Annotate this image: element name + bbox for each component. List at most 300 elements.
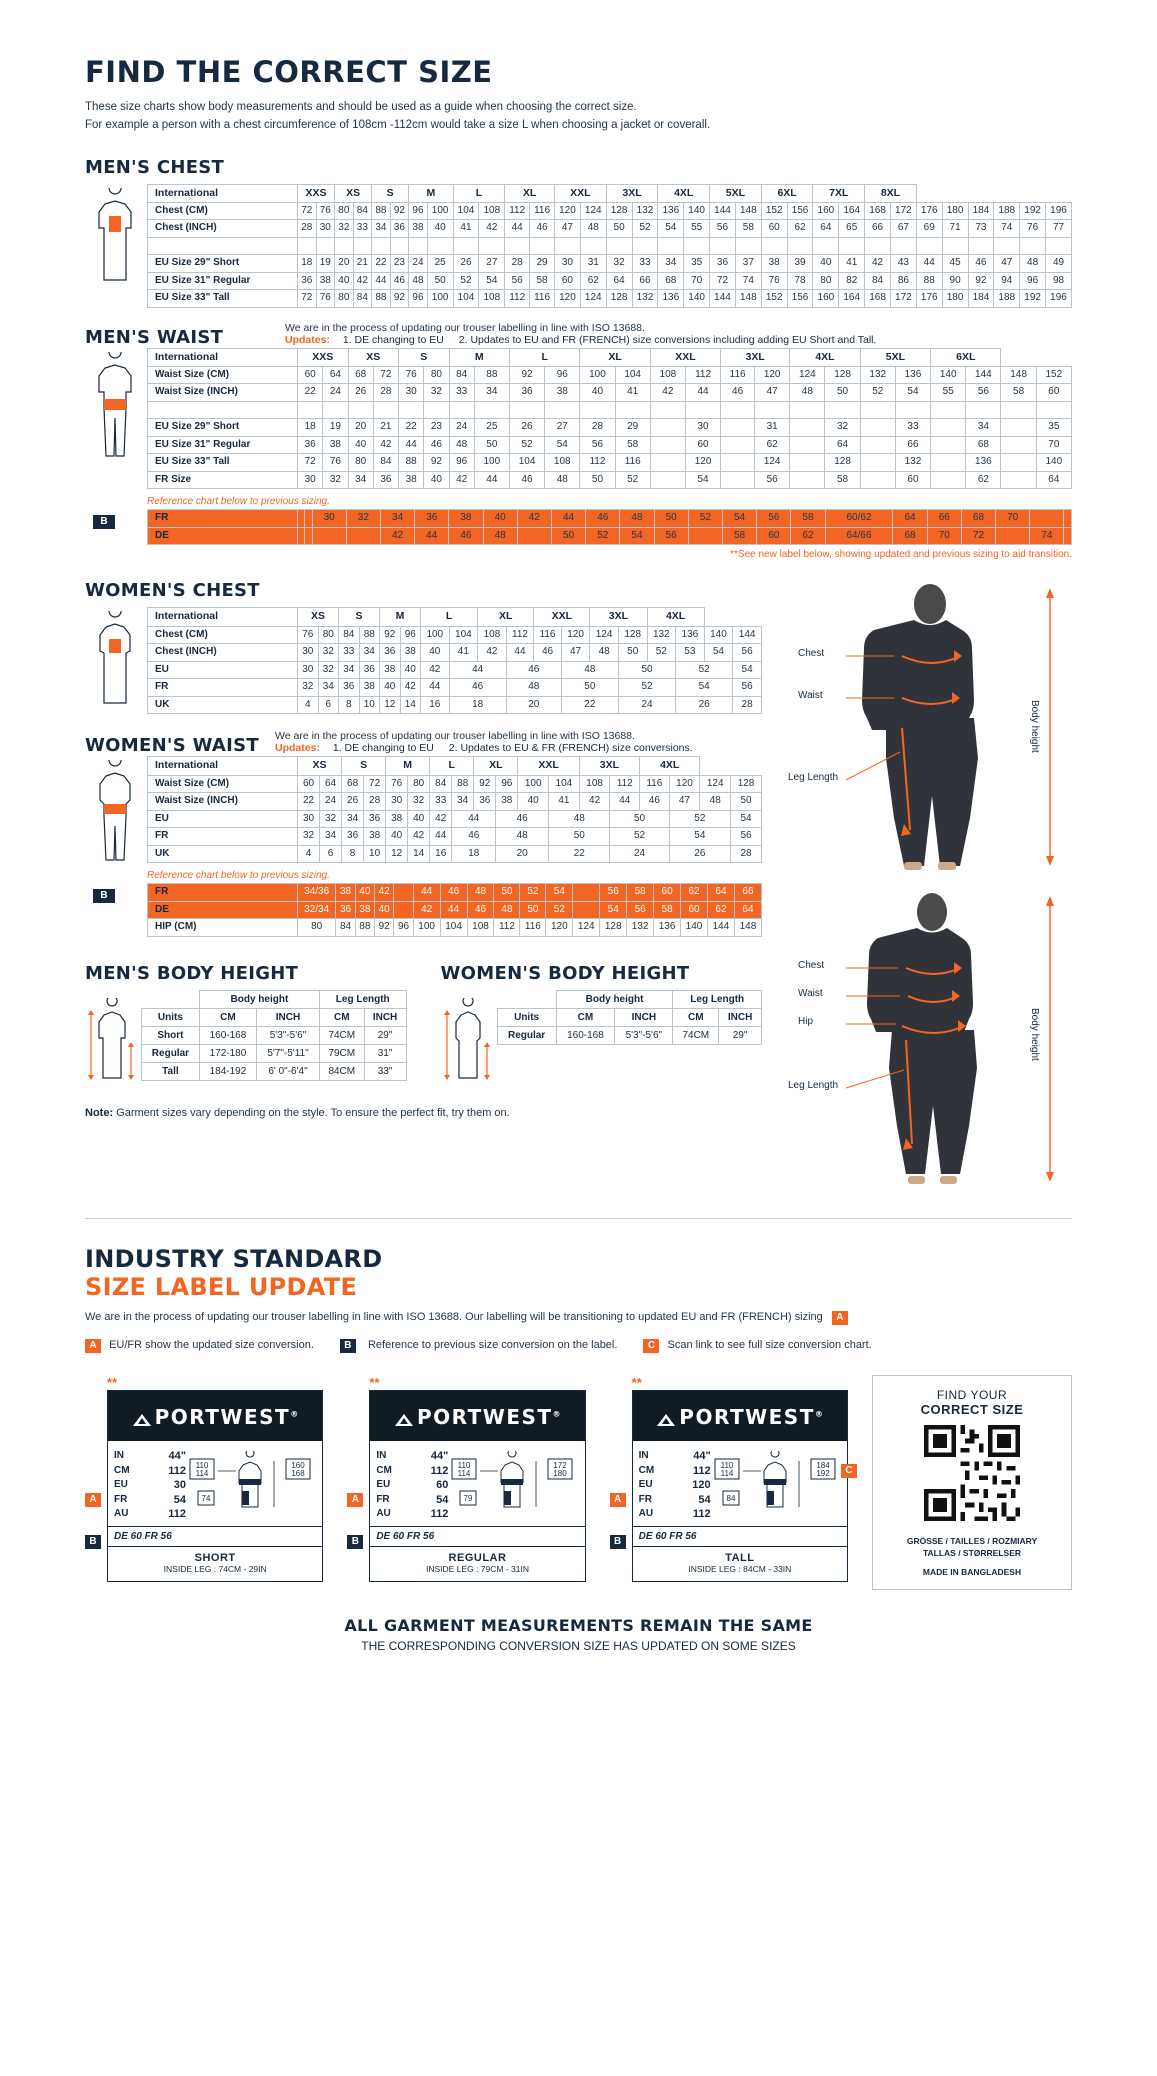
male-waist-icon bbox=[85, 352, 145, 464]
corner-cell bbox=[142, 990, 200, 1008]
table-spacer bbox=[148, 237, 1072, 255]
table-cell: 100 bbox=[413, 919, 440, 937]
table-cell: 56 bbox=[733, 679, 762, 697]
qr-footer-1: GRÖSSE / TAILLES / ROZMIARY bbox=[906, 1536, 1038, 1547]
table-row bbox=[142, 1026, 407, 1044]
table-row bbox=[148, 366, 1072, 384]
table-row bbox=[148, 901, 762, 919]
table-cell bbox=[860, 454, 895, 472]
table-cell: 46 bbox=[509, 471, 544, 489]
table-cell: 34 bbox=[452, 793, 474, 811]
size-header-cell: 3XL bbox=[721, 348, 790, 366]
table-cell: 79CM bbox=[319, 1044, 364, 1062]
table-cell: 45 bbox=[942, 255, 968, 273]
table-cell: 148 bbox=[735, 290, 761, 308]
table-cell: 41 bbox=[615, 384, 650, 402]
size-code-list bbox=[639, 1449, 711, 1522]
portwest-mountain-icon bbox=[131, 1413, 153, 1427]
footnote-text: Garment sizes vary depending on the style. To ensure the perfect fit, try them on. bbox=[113, 1106, 510, 1119]
table-row bbox=[148, 696, 762, 714]
table-cell: 36 bbox=[415, 510, 449, 528]
table-cell: 108 bbox=[650, 366, 685, 384]
size-code-value: 60 bbox=[436, 1479, 449, 1492]
table-cell: 62 bbox=[966, 471, 1001, 489]
table-cell: 48 bbox=[545, 471, 580, 489]
table-cell: 58 bbox=[825, 471, 860, 489]
label-card bbox=[610, 1375, 848, 1582]
table-cell: 94 bbox=[994, 272, 1020, 290]
table-cell: 92 bbox=[424, 454, 449, 472]
table-cell: 26 bbox=[509, 419, 544, 437]
table-cell bbox=[305, 527, 312, 545]
table-cell: 6 bbox=[318, 696, 339, 714]
table-cell: 34 bbox=[339, 661, 360, 679]
size-code-key: AU bbox=[114, 1508, 129, 1520]
unit-cell: CM bbox=[319, 1008, 364, 1026]
table-row bbox=[148, 202, 1072, 220]
table-cell: 68 bbox=[966, 436, 1001, 454]
table-cell: 58 bbox=[627, 884, 654, 902]
table-cell: 180 bbox=[942, 290, 968, 308]
table-cell: 44 bbox=[413, 884, 440, 902]
table-cell: 80 bbox=[348, 454, 373, 472]
table-header-row bbox=[148, 757, 762, 775]
row-label: FR bbox=[148, 828, 298, 846]
size-code-key: IN bbox=[638, 1450, 649, 1462]
industry-legend bbox=[85, 1339, 1072, 1353]
female-hip-label: Hip bbox=[798, 1016, 814, 1028]
table-cell: 132 bbox=[632, 290, 658, 308]
table-cell bbox=[1064, 510, 1072, 528]
size-code-list bbox=[114, 1449, 186, 1522]
table-cell: 23 bbox=[424, 419, 449, 437]
table-cell: 50 bbox=[580, 471, 615, 489]
spacer-cell bbox=[580, 237, 606, 255]
qr-code-icon[interactable] bbox=[924, 1425, 1020, 1521]
size-header-cell: M bbox=[386, 757, 430, 775]
table-cell: 52 bbox=[453, 272, 479, 290]
table-cell: 56 bbox=[966, 384, 1001, 402]
table-cell: 88 bbox=[474, 366, 509, 384]
womens-waist-previous-block bbox=[85, 883, 762, 937]
table-cell: 22 bbox=[561, 696, 618, 714]
table-cell: 62 bbox=[707, 901, 734, 919]
row-label: UK bbox=[148, 845, 298, 863]
table-cell: 38 bbox=[399, 471, 424, 489]
table-cell: 46 bbox=[530, 220, 555, 238]
table-cell: 48 bbox=[494, 901, 520, 919]
table-cell: 62 bbox=[787, 220, 813, 238]
spacer-cell bbox=[761, 237, 787, 255]
table-cell: 100 bbox=[421, 626, 450, 644]
table-cell: 22 bbox=[298, 793, 320, 811]
label-fit-footer bbox=[633, 1546, 847, 1581]
badge-a: A bbox=[85, 1339, 101, 1353]
registered-mark: ® bbox=[814, 1409, 825, 1419]
table-cell: 92 bbox=[474, 775, 496, 793]
row-label: Tall bbox=[142, 1062, 200, 1080]
spacer-cell bbox=[721, 401, 755, 419]
table-cell: 30 bbox=[312, 510, 346, 528]
industry-lead-text: We are in the process of updating our trouser labelling in line with ISO 13688. Our labelling will be transitioning to updated EU and FR (FRENCH) sizing bbox=[85, 1311, 823, 1324]
table-cell: 124 bbox=[580, 290, 606, 308]
spacer-cell bbox=[409, 237, 428, 255]
table-cell: 44 bbox=[685, 384, 720, 402]
label-body-diagram bbox=[450, 1451, 576, 1513]
table-cell: 132 bbox=[860, 366, 895, 384]
size-code-row bbox=[114, 1449, 186, 1464]
row-label: Regular bbox=[497, 1026, 556, 1044]
table-cell: 32 bbox=[335, 220, 354, 238]
table-cell: 6 bbox=[320, 845, 342, 863]
table-cell: 33 bbox=[449, 384, 474, 402]
table-header-row bbox=[142, 990, 407, 1008]
size-header-cell: 4XL bbox=[647, 608, 704, 626]
table-cell: 60/62 bbox=[825, 510, 893, 528]
table-cell: 52 bbox=[618, 679, 675, 697]
table-cell: 64 bbox=[813, 220, 839, 238]
table-cell: 54 bbox=[676, 679, 733, 697]
label-body-diagram bbox=[713, 1451, 839, 1513]
badge-a: A bbox=[610, 1493, 626, 1507]
table-cell: 65 bbox=[839, 220, 865, 238]
table-cell: 44 bbox=[421, 679, 450, 697]
male-chest-label: Chest bbox=[798, 648, 825, 660]
table-cell: 5'3"-5'6" bbox=[615, 1026, 673, 1044]
table-cell: 172 bbox=[890, 202, 916, 220]
female-leg-label: Leg Length bbox=[788, 1080, 839, 1092]
table-cell: 42 bbox=[517, 510, 551, 528]
model-figures bbox=[782, 580, 1072, 1188]
badge-c: C bbox=[643, 1339, 659, 1353]
label-figure bbox=[448, 1449, 578, 1522]
table-cell: 36 bbox=[380, 644, 401, 662]
table-cell: 88 bbox=[372, 290, 391, 308]
table-corner-label: International bbox=[148, 184, 298, 202]
table-cell: 124 bbox=[755, 454, 790, 472]
table-cell: 44 bbox=[449, 661, 506, 679]
table-cell: 128 bbox=[825, 366, 860, 384]
table-cell: 46 bbox=[440, 884, 467, 902]
table-cell: 56 bbox=[757, 510, 791, 528]
table-cell: 152 bbox=[761, 202, 787, 220]
row-label: FR bbox=[148, 679, 298, 697]
table-cell: 132 bbox=[647, 626, 676, 644]
table-cell: 44 bbox=[430, 828, 452, 846]
legend-item-c bbox=[643, 1339, 871, 1353]
size-header-cell: XS bbox=[298, 757, 342, 775]
unit-cell: INCH bbox=[364, 1008, 406, 1026]
table-cell: 38 bbox=[364, 828, 386, 846]
spacer-cell bbox=[530, 237, 555, 255]
table-cell bbox=[996, 527, 1030, 545]
table-cell bbox=[721, 471, 755, 489]
table-cell: 66 bbox=[895, 436, 930, 454]
table-cell: 120 bbox=[685, 454, 720, 472]
size-code-value: 112 bbox=[168, 1464, 186, 1477]
size-code-value: 112 bbox=[430, 1464, 449, 1477]
table-cell: 60 bbox=[681, 901, 708, 919]
female-standing-icon bbox=[441, 998, 495, 1084]
mens-waist-title: MEN'S WAIST bbox=[85, 326, 224, 348]
table-cell: 32/34 bbox=[298, 901, 336, 919]
table-cell: 46 bbox=[390, 272, 409, 290]
table-cell: 84 bbox=[430, 775, 452, 793]
table-cell: 50 bbox=[561, 679, 618, 697]
brand-name: PORTWEST® bbox=[154, 1405, 300, 1430]
size-code-value: 54 bbox=[173, 1493, 186, 1506]
size-header-cell: XS bbox=[335, 184, 372, 202]
spacer-cell bbox=[474, 401, 509, 419]
row-label: EU Size 31" Regular bbox=[148, 436, 298, 454]
table-cell: 44 bbox=[415, 527, 449, 545]
spacer-cell bbox=[353, 237, 372, 255]
table-cell: 34/36 bbox=[298, 884, 336, 902]
table-cell: 26 bbox=[348, 384, 373, 402]
table-cell bbox=[860, 471, 895, 489]
table-cell: 60 bbox=[298, 775, 320, 793]
size-code-value: 44" bbox=[693, 1450, 711, 1463]
table-cell: 18 bbox=[449, 696, 506, 714]
spacer-cell bbox=[449, 401, 474, 419]
label-body-diagram bbox=[188, 1451, 314, 1513]
spacer-cell bbox=[323, 401, 348, 419]
table-cell: 76 bbox=[761, 272, 787, 290]
table-cell: 48 bbox=[580, 220, 606, 238]
table-cell: 66 bbox=[734, 884, 761, 902]
units-row bbox=[142, 1008, 407, 1026]
table-cell: 42 bbox=[478, 644, 507, 662]
table-cell: 31 bbox=[580, 255, 606, 273]
table-cell: 160 bbox=[813, 202, 839, 220]
table-cell: 176 bbox=[916, 290, 942, 308]
table-cell: 36 bbox=[390, 220, 409, 238]
previous-size-text: DE 60 FR 56 bbox=[376, 1530, 435, 1542]
table-cell: 28 bbox=[580, 419, 615, 437]
table-cell: 14 bbox=[408, 845, 430, 863]
table-cell: 124 bbox=[790, 366, 825, 384]
table-cell: 40 bbox=[335, 272, 354, 290]
size-header-cell: XS bbox=[298, 608, 339, 626]
table-cell: 47 bbox=[994, 255, 1020, 273]
table-cell: 64 bbox=[606, 272, 632, 290]
table-cell: 38 bbox=[316, 272, 335, 290]
table-cell: 192 bbox=[1020, 290, 1046, 308]
table-cell: 92 bbox=[968, 272, 994, 290]
badge-b: B bbox=[610, 1535, 626, 1549]
female-model-figure bbox=[782, 888, 1072, 1188]
womens-waist-update-2: 2. Updates to EU & FR (FRENCH) size conversions. bbox=[448, 742, 693, 755]
table-cell: 38 bbox=[496, 793, 518, 811]
table-cell: 108 bbox=[545, 454, 580, 472]
male-leg-label: Leg Length bbox=[788, 772, 839, 784]
table-cell: 48 bbox=[561, 661, 618, 679]
table-row bbox=[148, 810, 762, 828]
table-cell: 42 bbox=[400, 679, 421, 697]
table-cell: 36 bbox=[364, 810, 386, 828]
table-cell bbox=[721, 436, 755, 454]
table-row bbox=[148, 919, 762, 937]
male-height-label: Body height bbox=[1029, 700, 1040, 754]
size-header-cell: L bbox=[453, 184, 505, 202]
table-cell: 144 bbox=[733, 626, 762, 644]
table-cell: 40 bbox=[580, 384, 615, 402]
garment-label bbox=[369, 1390, 585, 1582]
table-cell: 49 bbox=[1046, 255, 1072, 273]
badge-b: B bbox=[347, 1535, 363, 1549]
row-label: EU Size 29" Short bbox=[148, 255, 298, 273]
table-cell: 160-168 bbox=[556, 1026, 615, 1044]
mens-waist-block bbox=[85, 348, 1072, 510]
table-cell: 68 bbox=[342, 775, 364, 793]
womens-waist-ref-note: Reference chart below to previous sizing. bbox=[147, 870, 330, 881]
table-cell: 24 bbox=[618, 696, 675, 714]
table-cell: 50 bbox=[520, 901, 546, 919]
spacer-cell bbox=[650, 401, 685, 419]
table-cell: 48 bbox=[496, 828, 549, 846]
table-cell bbox=[650, 471, 685, 489]
table-cell: 60 bbox=[685, 436, 720, 454]
table-cell: 47 bbox=[669, 793, 700, 811]
table-cell: 32 bbox=[825, 419, 860, 437]
womens-chest-table bbox=[147, 607, 762, 714]
table-cell: 56 bbox=[627, 901, 654, 919]
table-cell: 66 bbox=[927, 510, 961, 528]
table-cell: 10 bbox=[359, 696, 380, 714]
table-cell: 64 bbox=[707, 884, 734, 902]
table-cell: 116 bbox=[520, 919, 546, 937]
size-header-cell: XXS bbox=[298, 184, 335, 202]
table-cell: 120 bbox=[561, 626, 590, 644]
table-cell: 25 bbox=[427, 255, 453, 273]
table-cell: 69 bbox=[916, 220, 942, 238]
table-cell: 84 bbox=[336, 919, 355, 937]
table-cell: 144 bbox=[710, 290, 736, 308]
table-cell: 80 bbox=[335, 290, 354, 308]
spacer-cell bbox=[755, 401, 790, 419]
table-cell: 100 bbox=[427, 202, 453, 220]
table-corner-label: International bbox=[148, 348, 298, 366]
size-code-key: CM bbox=[376, 1464, 392, 1476]
spacer-cell bbox=[790, 401, 825, 419]
table-cell: 40 bbox=[348, 436, 373, 454]
womens-waist-previous-table bbox=[147, 883, 762, 937]
table-cell: 132 bbox=[895, 454, 930, 472]
table-cell: 40 bbox=[427, 220, 453, 238]
womens-waist-title: WOMEN'S WAIST bbox=[85, 735, 259, 757]
table-cell: 19 bbox=[316, 255, 335, 273]
spacer-cell bbox=[555, 237, 581, 255]
unit-cell: CM bbox=[673, 1008, 719, 1026]
womens-body-height-table bbox=[497, 990, 763, 1045]
table-cell: 38 bbox=[336, 884, 355, 902]
previous-size-text: DE 60 FR 56 bbox=[638, 1530, 697, 1542]
spacer-cell bbox=[390, 237, 409, 255]
table-cell: 64 bbox=[734, 901, 761, 919]
table-cell: 100 bbox=[427, 290, 453, 308]
size-code-row bbox=[114, 1464, 186, 1479]
size-code-key: CM bbox=[114, 1464, 130, 1476]
label-asterisks: ** bbox=[369, 1375, 380, 1391]
row-label: Waist Size (INCH) bbox=[148, 384, 298, 402]
table-row bbox=[148, 419, 1072, 437]
mens-waist-previous-table bbox=[147, 509, 1072, 545]
table-cell: 31" bbox=[364, 1044, 406, 1062]
spacer-cell bbox=[1036, 401, 1071, 419]
table-cell: 92 bbox=[375, 919, 394, 937]
table-cell: 120 bbox=[546, 919, 573, 937]
group-header-cell: Leg Length bbox=[319, 990, 406, 1008]
table-cell: 56 bbox=[755, 471, 790, 489]
table-cell: 84 bbox=[353, 290, 372, 308]
size-header-cell: M bbox=[380, 608, 421, 626]
table-cell: 35 bbox=[684, 255, 710, 273]
table-cell: 56 bbox=[580, 436, 615, 454]
table-cell: 30 bbox=[298, 810, 320, 828]
size-header-cell: XL bbox=[478, 608, 534, 626]
table-cell: 34 bbox=[380, 510, 414, 528]
table-cell: 72 bbox=[298, 202, 317, 220]
row-label: Waist Size (CM) bbox=[148, 775, 298, 793]
table-row bbox=[148, 626, 762, 644]
table-corner-label: International bbox=[148, 757, 298, 775]
table-cell: 120 bbox=[555, 202, 581, 220]
portwest-mountain-icon bbox=[393, 1413, 415, 1427]
table-cell: 48 bbox=[449, 436, 474, 454]
row-label: DE bbox=[148, 901, 298, 919]
size-code-row bbox=[639, 1449, 711, 1464]
size-code-key: IN bbox=[114, 1450, 124, 1462]
table-cell: 44 bbox=[551, 510, 585, 528]
industry-title-line1: INDUSTRY STANDARD bbox=[85, 1245, 383, 1274]
table-cell: 72 bbox=[710, 272, 736, 290]
table-cell: 124 bbox=[580, 202, 606, 220]
size-header-cell: XXL bbox=[555, 184, 607, 202]
table-cell bbox=[1030, 510, 1064, 528]
legend-text-a: EU/FR show the updated size conversion. bbox=[109, 1339, 314, 1352]
size-code-row bbox=[639, 1507, 711, 1522]
table-cell: 24 bbox=[409, 255, 428, 273]
row-label: FR Size bbox=[148, 471, 298, 489]
table-cell: 76 bbox=[298, 626, 319, 644]
table-cell: 64 bbox=[893, 510, 927, 528]
table-cell: 46 bbox=[640, 793, 670, 811]
size-code-row bbox=[114, 1493, 186, 1508]
table-cell: 104 bbox=[440, 919, 467, 937]
table-cell: 40 bbox=[386, 828, 408, 846]
table-cell: 160 bbox=[813, 290, 839, 308]
table-cell: 40 bbox=[813, 255, 839, 273]
size-code-key: CM bbox=[638, 1464, 655, 1476]
qr-title-1: FIND YOUR bbox=[936, 1388, 1008, 1403]
table-cell: 68 bbox=[348, 366, 373, 384]
size-header-cell: 4XL bbox=[790, 348, 860, 366]
table-cell: 148 bbox=[735, 202, 761, 220]
table-row bbox=[148, 510, 1072, 528]
table-cell: 48 bbox=[549, 810, 610, 828]
table-cell bbox=[721, 454, 755, 472]
table-cell: 24 bbox=[320, 793, 342, 811]
table-cell: 74CM bbox=[319, 1026, 364, 1044]
svg-text:110: 110 bbox=[195, 1461, 209, 1471]
table-row bbox=[148, 661, 762, 679]
table-cell: 100 bbox=[580, 366, 615, 384]
size-code-value: 44" bbox=[168, 1450, 186, 1463]
units-label: Units bbox=[142, 1008, 200, 1026]
size-code-key: FR bbox=[114, 1493, 128, 1505]
womens-waist-block bbox=[85, 756, 762, 883]
mens-chest-table bbox=[147, 184, 1072, 308]
